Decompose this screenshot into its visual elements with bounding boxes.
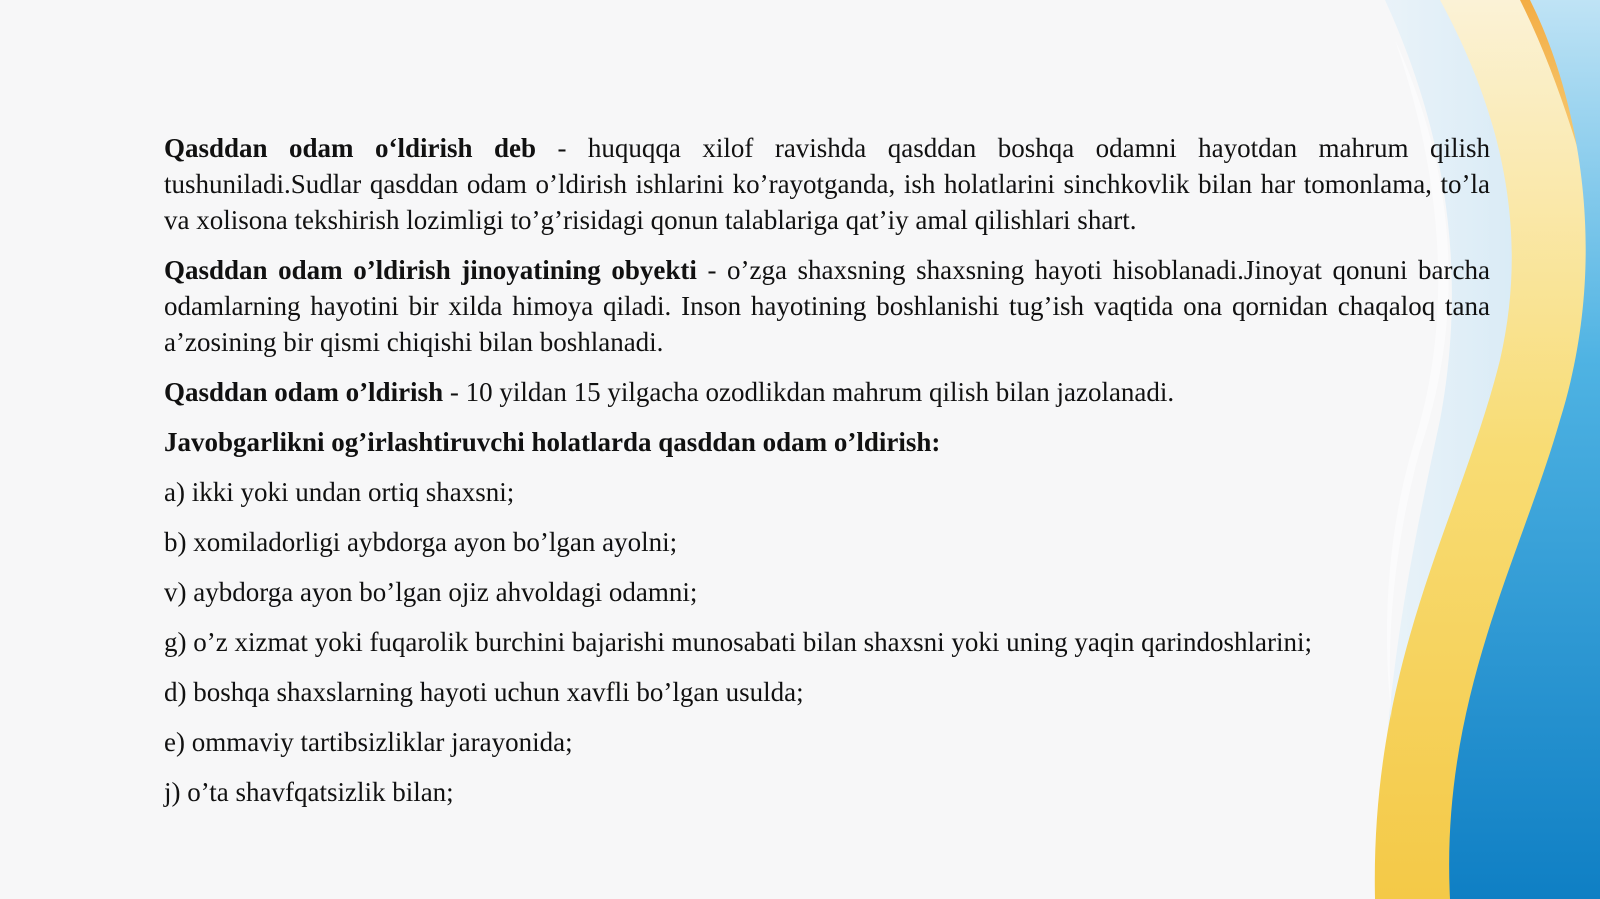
- list-item: g) o’z xizmat yoki fuqarolik burchini bajarishi munosabati bilan shaxsni yoki uning yaqin qarindoshlarini;: [164, 627, 1313, 657]
- paragraph-definition-term: Qasddan odam o‘ldirish deb: [164, 133, 536, 163]
- paragraph-penalty: [164, 374, 1490, 410]
- paragraph-definition: [164, 130, 1490, 238]
- list-item: a) ikki yoki undan ortiq shaxsni;: [164, 477, 515, 507]
- paragraph-penalty-text: - 10 yildan 15 yilgacha ozodlikdan mahrum qilish bilan jazolanadi.: [443, 377, 1175, 407]
- list-item: e) ommaviy tartibsizliklar jarayonida;: [164, 727, 573, 757]
- slide-body: [164, 130, 1490, 824]
- paragraph-object-term: Qasddan odam o’ldirish jinoyatining obyekti: [164, 255, 697, 285]
- paragraph-penalty-term: Qasddan odam o’ldirish: [164, 377, 444, 407]
- paragraph-object-text: - o’zga shaxsning shaxsning hayoti hisoblanadi.Jinoyat qonuni barcha odamlarning hayotini bir xilda himoya qiladi. Inson hayotining boshlanishi tug’ish vaqtida ona qornidan chaqaloq tana a’zosining bir qismi chiqishi bilan boshlanadi.: [164, 255, 1490, 357]
- list-item: d) boshqa shaxslarning hayoti uchun xavfli bo’lgan usulda;: [164, 677, 804, 707]
- list-item: v) aybdorga ayon bo’lgan ojiz ahvoldagi odamni;: [164, 577, 698, 607]
- paragraph-object: [164, 252, 1490, 360]
- aggravating-heading: Javobgarlikni og’irlashtiruvchi holatlarda qasddan odam o’ldirish:: [164, 427, 941, 457]
- paragraph-definition-text: - huquqqa xilof ravishda qasddan boshqa odamni hayotdan mahrum qilish tushuniladi.Sudlar qasddan odam o’ldirish ishlarini ko’rayotganda, ish holatlarini sinchkovlik bilan har tomonlama, to’la va xolisona tekshirish lozimligi to’g’risidagi qonun talablariga qat’iy amal qilishlari shart.: [164, 133, 1490, 235]
- list-item: j) o’ta shavfqatsizlik bilan;: [164, 777, 454, 807]
- list-item: b) xomiladorligi aybdorga ayon bo’lgan ayolni;: [164, 527, 678, 557]
